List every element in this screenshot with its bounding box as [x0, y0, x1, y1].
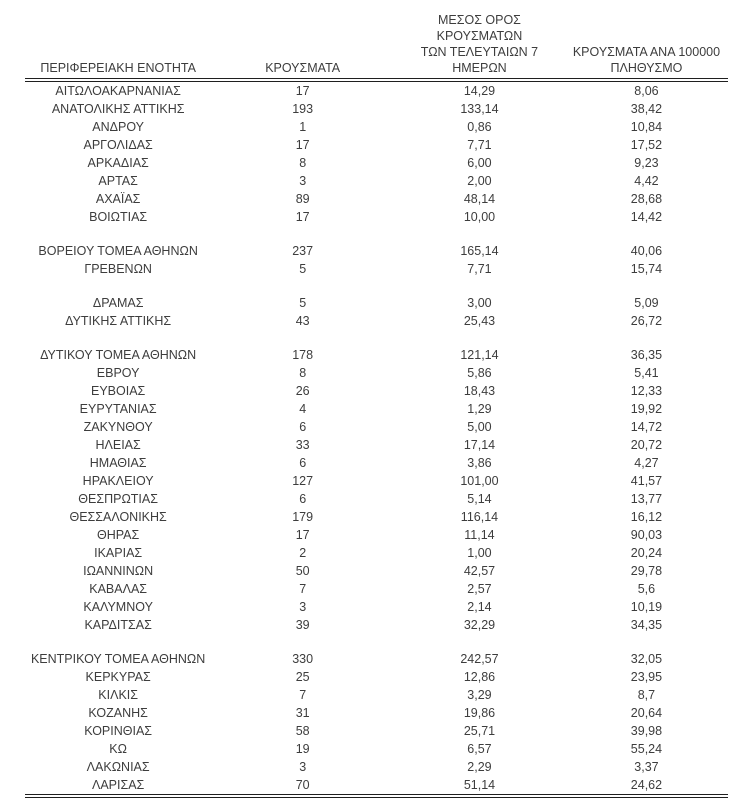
cases-cell: 178 [292, 348, 314, 362]
table-row [25, 100, 728, 118]
cases-cell: 2 [299, 546, 307, 560]
cases-cell: 39 [295, 618, 310, 632]
region-cell: ΗΜΑΘΙΑΣ [89, 456, 147, 470]
header-avg7-line1: ΜΕΣΟΣ ΟΡΟΣ ΚΡΟΥΣΜΑΤΩΝ [436, 13, 523, 43]
table-row [25, 154, 728, 172]
table-row [25, 704, 728, 722]
per100k-cell: 29,78 [630, 564, 663, 578]
cases-cell: 330 [292, 652, 314, 666]
per100k-cell: 90,03 [630, 528, 663, 542]
region-cell: ΔΥΤΙΚΟΥ ΤΟΜΕΑ ΑΘΗΝΩΝ [40, 348, 197, 362]
region-cell: ΑΡΓΟΛΙΔΑΣ [83, 138, 153, 152]
region-cell: ΓΡΕΒΕΝΩΝ [84, 262, 152, 276]
table-body [25, 80, 728, 796]
avg7-cell: 116,14 [460, 510, 499, 524]
region-cell: ΚΑΒΑΛΑΣ [89, 582, 148, 596]
table-row [25, 580, 728, 598]
section-gap [25, 226, 728, 242]
avg7-cell: 101,00 [460, 474, 499, 488]
table-row [25, 454, 728, 472]
table-row [25, 508, 728, 526]
per100k-cell: 28,68 [630, 192, 663, 206]
avg7-cell: 12,86 [463, 670, 496, 684]
table-row [25, 526, 728, 544]
region-cell: ΕΥΒΟΙΑΣ [91, 384, 146, 398]
per100k-cell: 41,57 [630, 474, 663, 488]
per100k-cell: 55,24 [630, 742, 663, 756]
avg7-cell: 7,71 [467, 262, 492, 276]
per100k-cell: 17,52 [630, 138, 663, 152]
per100k-cell: 23,95 [630, 670, 663, 684]
table-row [25, 562, 728, 580]
avg7-cell: 6,00 [467, 156, 492, 170]
table-row [25, 490, 728, 508]
cases-cell: 5 [299, 296, 307, 310]
region-cell: ΚΑΡΔΙΤΣΑΣ [84, 618, 152, 632]
region-cell: ΚΙΛΚΙΣ [98, 688, 138, 702]
table-row [25, 598, 728, 616]
avg7-cell: 25,71 [463, 724, 496, 738]
per100k-cell: 24,62 [565, 776, 728, 796]
avg7-cell: 5,00 [467, 420, 492, 434]
cases-cell: 70 [211, 776, 394, 796]
table-row [25, 776, 728, 796]
cases-cell: 19 [295, 742, 310, 756]
cases-cell: 17 [295, 210, 310, 224]
section-gap-cell [25, 330, 728, 346]
avg7-cell: 10,00 [463, 210, 496, 224]
cases-cell: 3 [299, 174, 307, 188]
header-per100k-line1: ΚΡΟΥΣΜΑΤΑ ΑΝΑ 100000 [572, 45, 721, 59]
section-gap-cell [25, 634, 728, 650]
section-gap [25, 278, 728, 294]
table-row [25, 418, 728, 436]
avg7-cell: 14,29 [463, 84, 496, 98]
table-row [25, 650, 728, 668]
cases-cell: 3 [299, 600, 307, 614]
per100k-cell: 39,98 [630, 724, 663, 738]
cases-cell: 5 [299, 262, 307, 276]
per100k-cell: 20,24 [630, 546, 663, 560]
table-row [25, 400, 728, 418]
table-row [25, 208, 728, 226]
per100k-cell: 38,42 [630, 102, 663, 116]
avg7-cell: 2,57 [467, 582, 492, 596]
avg7-cell: 2,29 [467, 760, 492, 774]
cases-cell: 7 [299, 688, 307, 702]
cases-cell: 33 [295, 438, 310, 452]
section-gap [25, 330, 728, 346]
table-row [25, 136, 728, 154]
per100k-cell: 5,09 [634, 296, 659, 310]
avg7-cell: 6,57 [467, 742, 492, 756]
avg7-cell: 3,29 [467, 688, 492, 702]
cases-cell: 237 [292, 244, 314, 258]
region-cell: ΑΝΑΤΟΛΙΚΗΣ ΑΤΤΙΚΗΣ [51, 102, 185, 116]
region-cell: ΘΗΡΑΣ [97, 528, 140, 542]
section-gap-cell [25, 278, 728, 294]
region-cell: ΛΑΚΩΝΙΑΣ [86, 760, 150, 774]
header-avg7-line2: ΤΩΝ ΤΕΛΕΥΤΑΙΩΝ 7 [420, 45, 539, 59]
header-cases [211, 12, 394, 80]
region-cell: ΚΟΡΙΝΘΙΑΣ [84, 724, 153, 738]
table-row [25, 172, 728, 190]
avg7-cell: 5,14 [467, 492, 492, 506]
table-row [25, 190, 728, 208]
table-row [25, 364, 728, 382]
cases-cell: 31 [295, 706, 310, 720]
region-cell: ΑΡΚΑΔΙΑΣ [87, 156, 149, 170]
region-cell: ΑΝΔΡΟΥ [92, 120, 144, 134]
cases-cell: 89 [295, 192, 310, 206]
table-row [25, 616, 728, 634]
avg7-cell: 25,43 [463, 314, 496, 328]
avg7-cell: 133,14 [460, 102, 499, 116]
cases-cell: 26 [295, 384, 310, 398]
per100k-cell: 40,06 [630, 244, 663, 258]
per100k-cell: 9,23 [634, 156, 659, 170]
cases-cell: 6 [299, 492, 307, 506]
table-header [25, 12, 728, 80]
cases-cell: 127 [292, 474, 314, 488]
per100k-cell: 16,12 [630, 510, 663, 524]
avg7-cell: 3,86 [467, 456, 492, 470]
per100k-cell: 4,27 [634, 456, 659, 470]
per100k-cell: 20,64 [630, 706, 663, 720]
cases-cell: 3 [299, 760, 307, 774]
region-cell: ΗΛΕΙΑΣ [95, 438, 141, 452]
table-row [25, 260, 728, 278]
region-cell: ΙΩΑΝΝΙΝΩΝ [83, 564, 154, 578]
avg7-cell: 1,29 [467, 402, 492, 416]
avg7-cell: 32,29 [463, 618, 496, 632]
region-cell: ΔΡΑΜΑΣ [92, 296, 144, 310]
header-per100k-line2: ΠΛΗΘΥΣΜΟ [610, 61, 683, 75]
region-cell: ΗΡΑΚΛΕΙΟΥ [82, 474, 154, 488]
per100k-cell: 14,42 [630, 210, 663, 224]
section-gap [25, 634, 728, 650]
cases-cell: 43 [295, 314, 310, 328]
table-row [25, 740, 728, 758]
per100k-cell: 20,72 [630, 438, 663, 452]
region-cell: ΘΕΣΣΑΛΟΝΙΚΗΣ [69, 510, 167, 524]
cases-cell: 8 [299, 156, 307, 170]
cases-cell: 179 [292, 510, 314, 524]
per100k-cell: 10,19 [630, 600, 663, 614]
header-avg7 [394, 12, 565, 80]
avg7-cell: 48,14 [463, 192, 496, 206]
table-row [25, 758, 728, 776]
per100k-cell: 36,35 [630, 348, 663, 362]
region-cell: ΖΑΚΥΝΘΟΥ [83, 420, 153, 434]
cases-cell: 50 [295, 564, 310, 578]
region-cell: ΚΟΖΑΝΗΣ [88, 706, 148, 720]
header-avg7-line3: ΗΜΕΡΩΝ [452, 61, 507, 75]
table-row [25, 80, 728, 100]
avg7-cell: 18,43 [463, 384, 496, 398]
avg7-cell: 2,14 [467, 600, 492, 614]
avg7-cell: 1,00 [467, 546, 492, 560]
avg7-cell: 121,14 [460, 348, 499, 362]
region-cell: ΑΡΤΑΣ [98, 174, 138, 188]
table-row [25, 242, 728, 260]
cases-cell: 25 [295, 670, 310, 684]
regional-cases-table [25, 12, 728, 798]
header-row [25, 12, 728, 80]
table-row [25, 668, 728, 686]
region-cell: ΚΕΡΚΥΡΑΣ [85, 670, 151, 684]
per100k-cell: 5,6 [637, 582, 656, 596]
header-region-label: ΠΕΡΙΦΕΡΕΙΑΚΗ ΕΝΟΤΗΤΑ [40, 61, 196, 75]
avg7-cell: 7,71 [467, 138, 492, 152]
avg7-cell: 17,14 [463, 438, 496, 452]
cases-cell: 17 [295, 528, 310, 542]
avg7-cell: 11,14 [464, 528, 495, 542]
avg7-cell: 5,86 [467, 366, 492, 380]
section-gap-cell [25, 226, 728, 242]
region-cell: ΔΥΤΙΚΗΣ ΑΤΤΙΚΗΣ [65, 314, 172, 328]
region-cell: ΒΟΡΕΙΟΥ ΤΟΜΕΑ ΑΘΗΝΩΝ [38, 244, 198, 258]
per100k-cell: 34,35 [630, 618, 663, 632]
per100k-cell: 26,72 [630, 314, 663, 328]
region-cell: ΕΥΡΥΤΑΝΙΑΣ [79, 402, 157, 416]
cases-cell: 58 [295, 724, 310, 738]
header-per100k [565, 12, 728, 80]
avg7-cell: 165,14 [460, 244, 499, 258]
region-cell: ΚΩ [109, 742, 127, 756]
per100k-cell: 5,41 [634, 366, 659, 380]
table-row [25, 382, 728, 400]
per100k-cell: 12,33 [630, 384, 663, 398]
table-row [25, 686, 728, 704]
cases-cell: 193 [292, 102, 314, 116]
avg7-cell: 242,57 [460, 652, 499, 666]
per100k-cell: 3,37 [634, 760, 659, 774]
per100k-cell: 13,77 [630, 492, 663, 506]
region-cell: ΕΒΡΟΥ [96, 366, 140, 380]
avg7-cell: 3,00 [467, 296, 492, 310]
per100k-cell: 19,92 [630, 402, 663, 416]
table-row [25, 312, 728, 330]
per100k-cell: 8,06 [634, 84, 659, 98]
table-row [25, 436, 728, 454]
region-cell: ΒΟΙΩΤΙΑΣ [89, 210, 148, 224]
cases-cell: 17 [295, 84, 310, 98]
per100k-cell: 10,84 [630, 120, 663, 134]
cases-cell: 6 [299, 420, 307, 434]
cases-cell: 8 [299, 366, 307, 380]
region-cell: ΑΧΑΪΑΣ [95, 192, 141, 206]
region-cell: ΘΕΣΠΡΩΤΙΑΣ [78, 492, 158, 506]
header-region [25, 12, 211, 80]
avg7-cell: 51,14 [394, 776, 565, 796]
per100k-cell: 32,05 [630, 652, 663, 666]
cases-cell: 4 [299, 402, 307, 416]
table-row [25, 544, 728, 562]
table-row [25, 472, 728, 490]
region-cell: ΚΕΝΤΡΙΚΟΥ ΤΟΜΕΑ ΑΘΗΝΩΝ [30, 652, 206, 666]
cases-cell: 6 [299, 456, 307, 470]
per100k-cell: 8,7 [637, 688, 656, 702]
table-row [25, 722, 728, 740]
cases-cell: 17 [295, 138, 310, 152]
region-cell: ΛΑΡΙΣΑΣ [25, 776, 211, 796]
table-row [25, 294, 728, 312]
avg7-cell: 42,57 [463, 564, 496, 578]
avg7-cell: 19,86 [463, 706, 496, 720]
cases-cell: 1 [299, 120, 307, 134]
per100k-cell: 14,72 [630, 420, 663, 434]
avg7-cell: 2,00 [467, 174, 492, 188]
region-cell: ΙΚΑΡΙΑΣ [94, 546, 143, 560]
header-cases-label: ΚΡΟΥΣΜΑΤΑ [265, 61, 341, 75]
region-cell: ΑΙΤΩΛΟΑΚΑΡΝΑΝΙΑΣ [55, 84, 181, 98]
per100k-cell: 15,74 [630, 262, 663, 276]
table-row [25, 118, 728, 136]
avg7-cell: 0,86 [467, 120, 492, 134]
table-row [25, 346, 728, 364]
per100k-cell: 4,42 [634, 174, 659, 188]
cases-cell: 7 [299, 582, 307, 596]
region-cell: ΚΑΛΥΜΝΟΥ [83, 600, 153, 614]
